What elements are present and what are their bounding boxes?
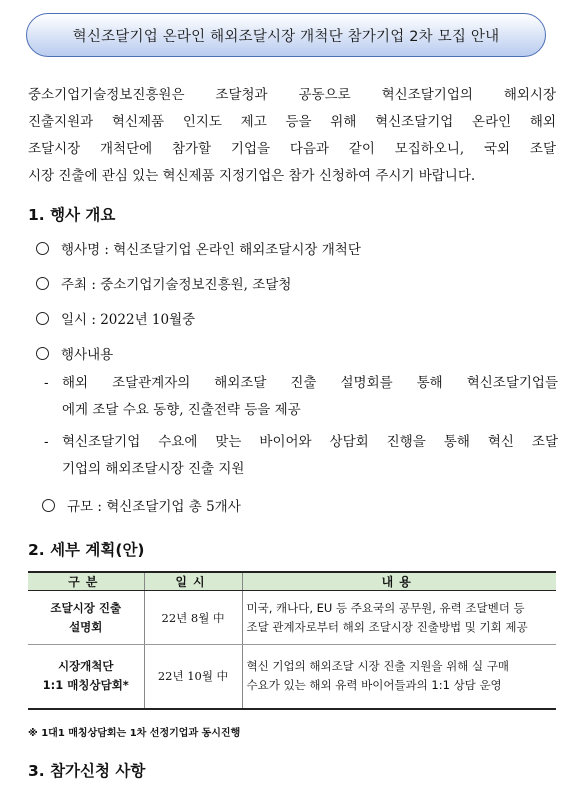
circle-bullet-icon <box>36 312 49 325</box>
event-name-text: 행사명 : 혁신조달기업 온라인 해외조달시장 개척단 <box>61 242 361 258</box>
column-header: 내용 <box>242 572 556 591</box>
category-line: 조달시장 진출 <box>50 600 122 615</box>
page-title: 혁신조달기업 온라인 해외조달시장 개척단 참가기업 2차 모집 안내 <box>72 28 500 45</box>
table-header-row <box>28 572 556 591</box>
scale-text: 규모 : 혁신조달기업 총 5개사 <box>67 499 241 515</box>
detail-line: 해외 조달관계자의 해외조달 진출 설명회를 통해 혁신조달기업들 <box>62 375 558 391</box>
circle-bullet-icon <box>36 242 49 255</box>
content-line: 조달 관계자로부터 해외 조달시장 진출방법 및 기회 제공 <box>246 619 528 634</box>
circle-bullet-icon <box>36 347 49 360</box>
intro-line: 조달시장 개척단에 참가할 기업을 다음과 같이 모집하오니, 국외 조달 <box>28 141 556 157</box>
content-detail-1 <box>44 370 558 424</box>
category-line: 설명회 <box>69 619 103 634</box>
section-2-heading: 2. 세부 계획(안) <box>28 541 145 559</box>
detail-line: 기업의 해외조달시장 진출 지원 <box>62 461 245 477</box>
intro-paragraph <box>28 82 556 190</box>
table-row <box>28 591 556 645</box>
overview-host <box>36 273 291 293</box>
content-line: 수요가 있는 해외 유력 바이어들과의 1:1 상담 운영 <box>246 678 502 693</box>
overview-date <box>36 308 195 328</box>
detail-line: 혁신조달기업 수요에 맞는 바이어와 상담회 진행을 통해 혁신 조달 <box>62 434 558 450</box>
overview-scale <box>42 495 241 515</box>
dash-bullet-icon: - <box>44 434 49 450</box>
title-banner <box>26 13 546 57</box>
category-line: 1:1 매칭상담회* <box>42 678 129 693</box>
table-row <box>28 645 556 709</box>
intro-line: 중소기업기술정보진흥원은 조달청과 공동으로 혁신조달기업의 해외시장 <box>28 87 556 103</box>
content-line: 혁신 기업의 해외조달 시장 진출 지원을 위해 실 구매 <box>246 659 510 674</box>
overview-event-name <box>36 238 361 258</box>
table-footnote: ※ 1대1 매칭상담회는 1차 선정기업과 동시진행 <box>28 728 241 739</box>
date-cell: 22년 8월 中 <box>144 591 242 645</box>
category-cell <box>28 645 144 709</box>
detail-line: 에게 조달 수요 동향, 진출전략 등을 제공 <box>62 402 301 418</box>
section-1-heading: 1. 행사 개요 <box>28 206 116 224</box>
dash-bullet-icon: - <box>44 375 49 391</box>
column-header: 일시 <box>144 572 242 591</box>
intro-line: 시장 진출에 관심 있는 혁신제품 지정기업은 참가 신청하여 주시기 바랍니다. <box>28 168 476 184</box>
category-cell <box>28 591 144 645</box>
content-line: 미국, 캐나다, EU 등 주요국의 공무원, 유력 조달벤더 등 <box>246 600 525 615</box>
section-3-heading: 3. 참가신청 사항 <box>28 762 146 780</box>
content-cell <box>242 645 556 709</box>
date-text: 일시 : 2022년 10월중 <box>61 312 196 328</box>
host-text: 주최 : 중소기업기술정보진흥원, 조달청 <box>61 277 292 293</box>
date-cell: 22년 10월 中 <box>144 645 242 709</box>
detail-plan-table <box>28 571 556 710</box>
category-line: 시장개척단 <box>57 659 114 674</box>
circle-bullet-icon <box>36 277 49 290</box>
overview-content <box>36 343 113 363</box>
content-label-text: 행사내용 <box>61 347 114 363</box>
column-header: 구분 <box>28 572 144 591</box>
circle-bullet-icon <box>42 499 55 512</box>
content-cell <box>242 591 556 645</box>
intro-line: 진출지원과 혁신제품 인지도 제고 등을 위해 혁신조달기업 온라인 해외 <box>28 114 556 130</box>
content-detail-2 <box>44 429 558 483</box>
